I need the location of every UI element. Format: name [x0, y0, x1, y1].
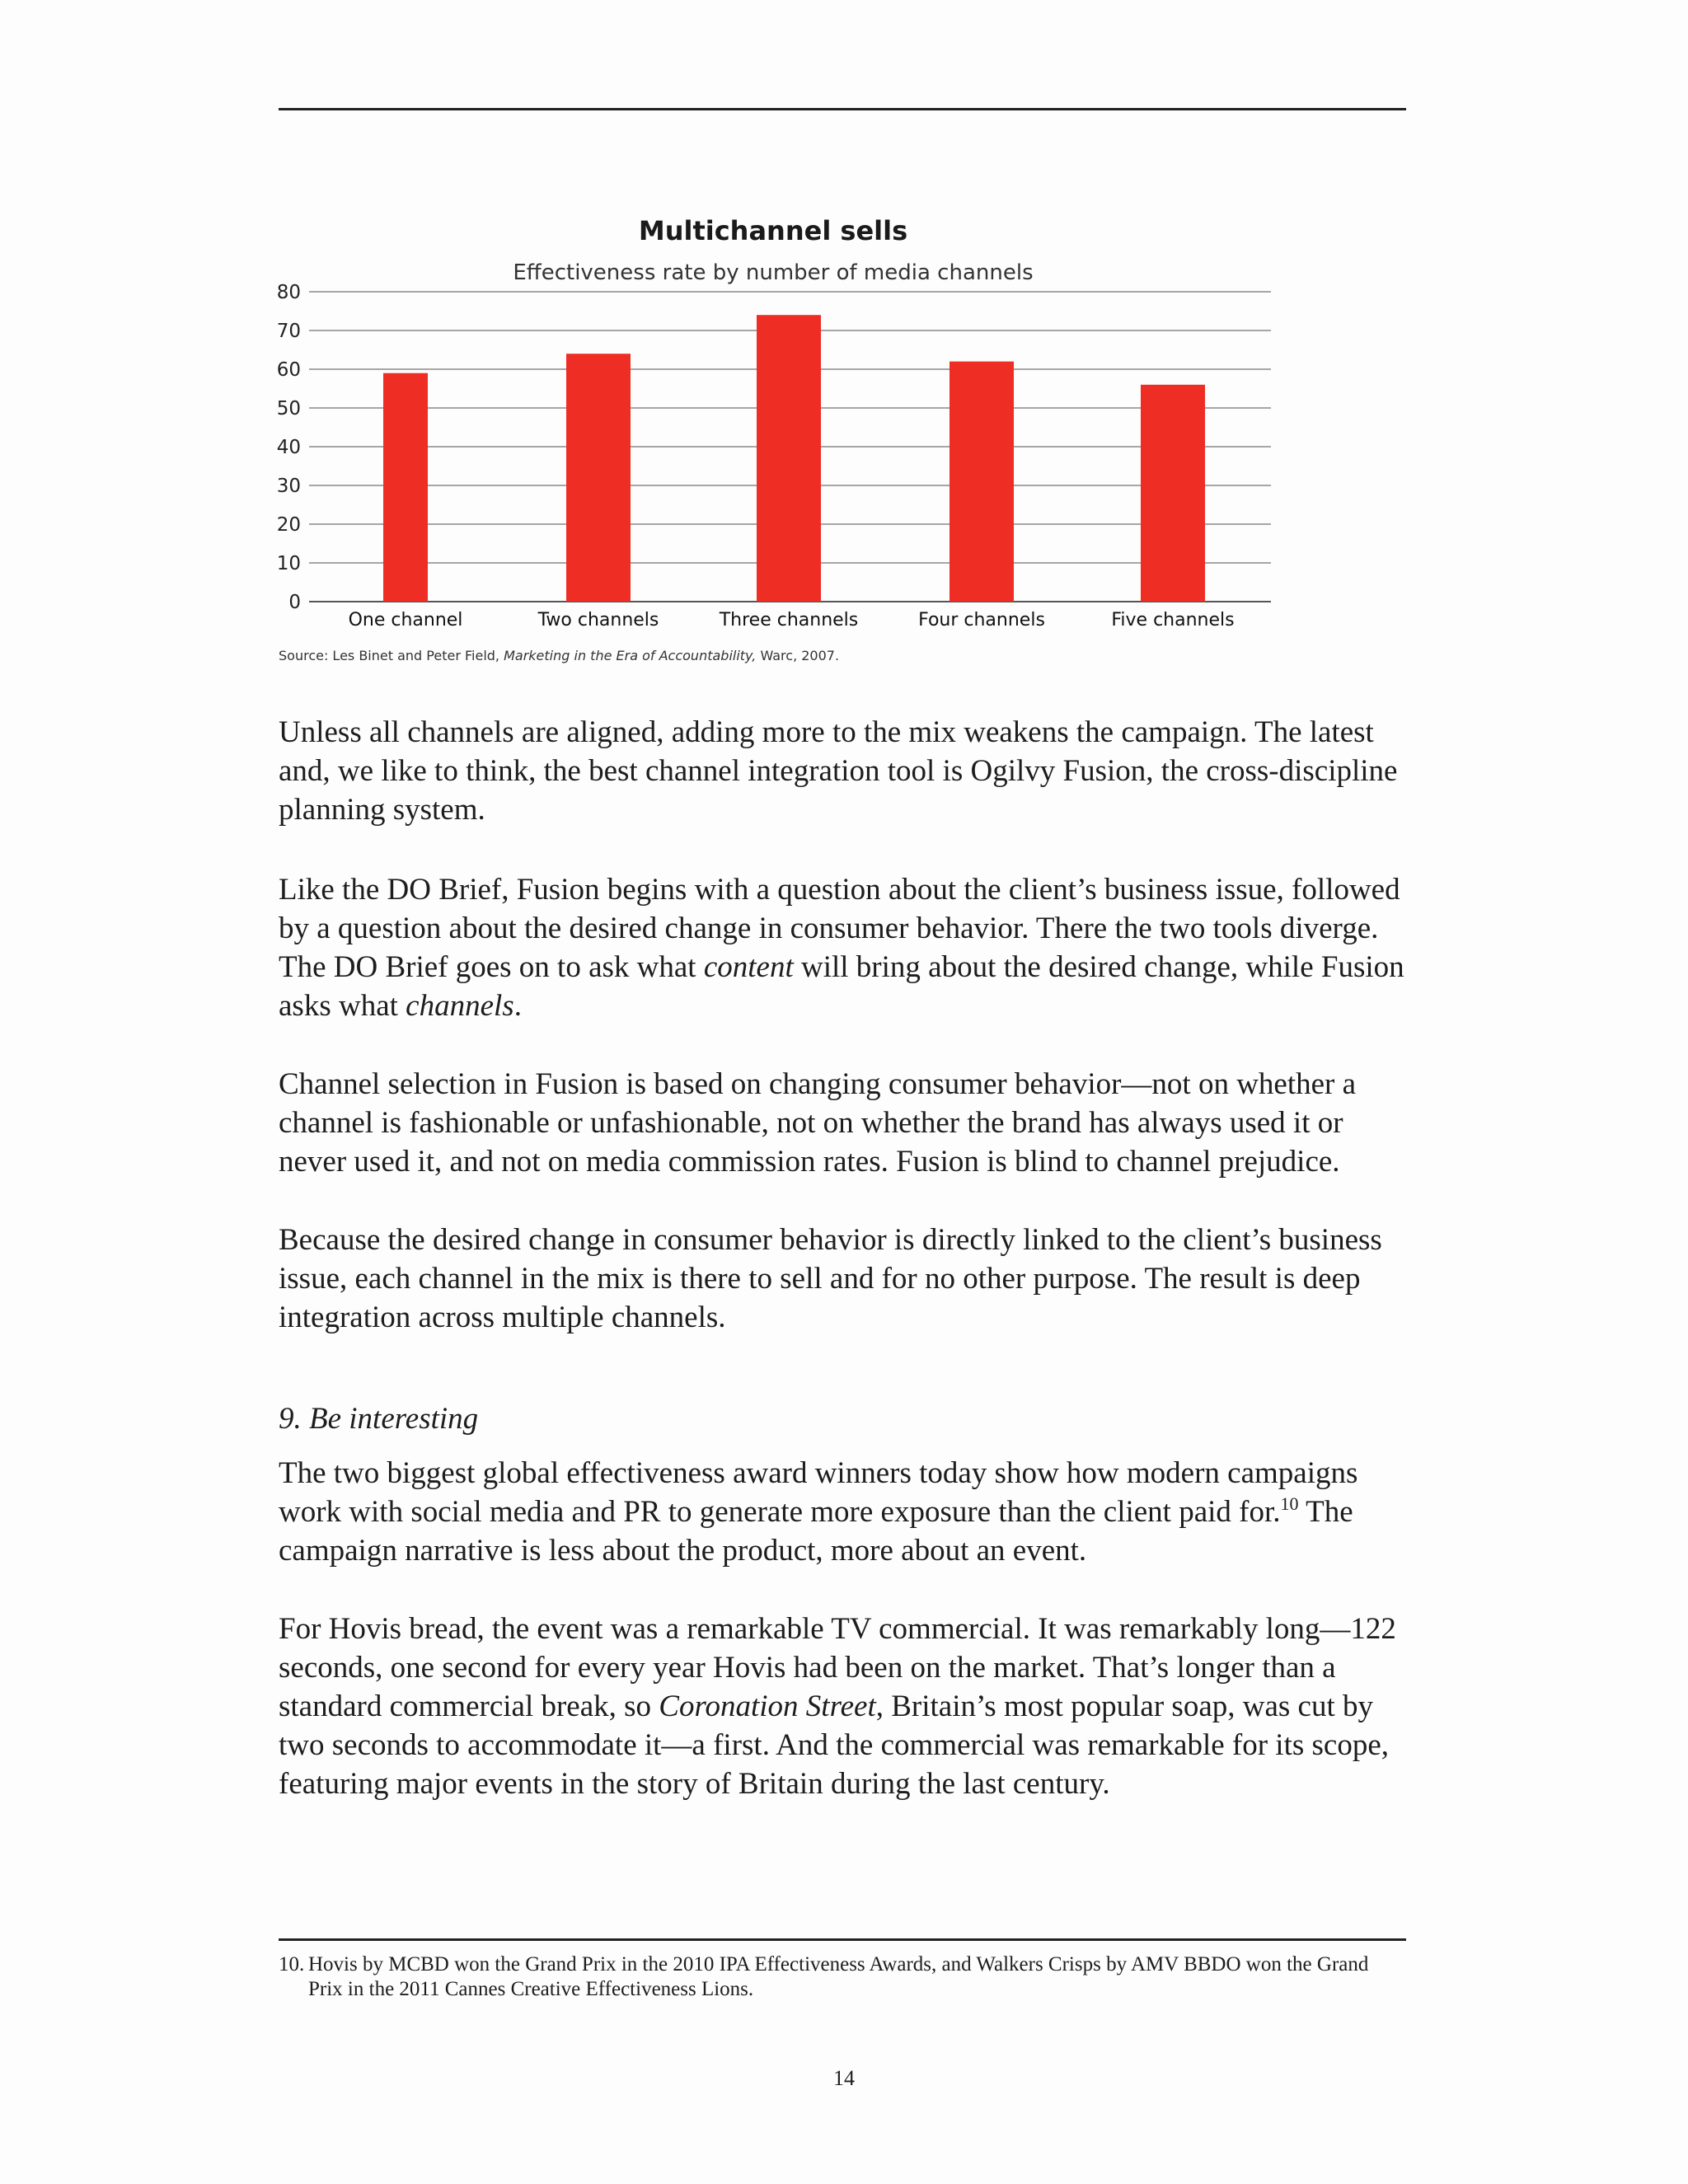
source-prefix: Source: Les Binet and Peter Field, — [279, 648, 499, 663]
y-tick-label: 0 — [288, 592, 301, 613]
chart-bars — [383, 315, 1205, 602]
paragraph-6 — [279, 1610, 1416, 1803]
y-tick-label: 70 — [276, 321, 301, 342]
y-tick-label: 40 — [276, 437, 301, 458]
source-suffix: Warc, 2007. — [760, 648, 840, 663]
chart-source — [279, 648, 839, 663]
y-tick-label: 20 — [276, 514, 301, 536]
bar-three-channels — [757, 315, 821, 602]
y-tick-label: 80 — [276, 282, 301, 303]
paragraph-3 — [279, 1065, 1416, 1181]
chart-y-axis — [277, 282, 301, 613]
chart-title: Multichannel sells — [638, 215, 908, 246]
paragraph-6-emphasis-show: Coronation Street — [659, 1690, 876, 1723]
y-tick-label: 30 — [276, 476, 301, 497]
footnote-reference: 10 — [1280, 1493, 1299, 1514]
y-tick-label: 50 — [276, 398, 301, 419]
bar-two-channels — [566, 354, 631, 602]
paragraph-4 — [279, 1221, 1416, 1337]
bar-one-channel — [383, 373, 428, 602]
paragraph-3-text: Channel selection in Fusion is based on changing consumer behavior—not on whether a channel is fashionable or unfashionable, not on whether the brand has always used it or never used it, and not on media commission rates. Fusion is blind to channel prejudice. — [279, 1067, 1357, 1179]
paragraph-1 — [279, 713, 1416, 829]
bar-four-channels — [950, 362, 1014, 602]
paragraph-4-text: Because the desired change in consumer behavior is directly linked to the client’s business issue, each channel in the mix is there to sell and for no other purpose. The result is deep integration across multiple channels. — [279, 1223, 1382, 1334]
bar-five-channels — [1141, 385, 1205, 602]
x-tick-label: One channel — [348, 610, 463, 630]
y-tick-label: 10 — [276, 553, 301, 574]
top-rule — [279, 108, 1406, 110]
section-heading: 9. Be interesting — [279, 1402, 479, 1436]
x-tick-label: Three channels — [719, 610, 859, 630]
source-title: Marketing in the Era of Accountability, — [504, 648, 757, 663]
footnote — [279, 1952, 1408, 2002]
footnote-number: 10. — [279, 1953, 305, 1975]
footnote-text: Hovis by MCBD won the Grand Prix in the 2010 IPA Effectiveness Awards, and Walkers Crisps by AMV BBDO won the Grand Prix in the 2011 Cannes Creative Effectiveness Lions. — [308, 1953, 1369, 2000]
paragraph-2-emphasis-channels: channels — [406, 989, 514, 1023]
paragraph-1-text: Unless all channels are aligned, adding more to the mix weakens the campaign. The latest and, we like to think, the best channel integration tool is Ogilvy Fusion, the cross-discipline planning system. — [279, 715, 1398, 827]
paragraph-2 — [279, 870, 1416, 1025]
paragraph-5-text-a: The two biggest global effectiveness award winners today show how modern campaigns work with social media and PR to generate more exposure than the client paid for. — [279, 1456, 1358, 1529]
paragraph-6-text-a: For Hovis bread, the event was a remarkable TV commercial. It was remarkably long—122 seconds, one second for every year Hovis had been on the market. That’s longer than a standard commercial break, so — [279, 1612, 1396, 1723]
effectiveness-bar-chart — [272, 206, 1294, 651]
paragraph-2-text-c: will bring about the desired change, while Fusion asks what — [279, 950, 1404, 1023]
chart-x-axis — [349, 610, 1235, 630]
paragraph-2-text-e: . — [513, 989, 522, 1023]
paragraph-2-emphasis-content: content — [703, 950, 794, 984]
page-number: 14 — [833, 2066, 855, 2090]
paragraph-5 — [279, 1454, 1416, 1570]
paragraph-6-text-c: , Britain’s most popular soap, was cut by two seconds to accommodate it—a first. And the commercial was remarkable for its scope, featuring major events in the story of Britain during the last century. — [279, 1690, 1389, 1801]
paragraph-2-text-a: Like the DO Brief, Fusion begins with a question about the client’s business issue, followed by a question about the desired change in consumer behavior. There the two tools diverge. The DO Brief goes on to ask what — [279, 873, 1400, 984]
x-tick-label: Two channels — [537, 610, 659, 630]
paragraph-5-text-b: The campaign narrative is less about the product, more about an event. — [279, 1495, 1353, 1568]
x-tick-label: Five channels — [1111, 610, 1235, 630]
footnote-rule — [279, 1938, 1406, 1941]
y-tick-label: 60 — [276, 359, 301, 381]
x-tick-label: Four channels — [918, 610, 1045, 630]
chart-subtitle: Effectiveness rate by number of media channels — [513, 260, 1034, 285]
